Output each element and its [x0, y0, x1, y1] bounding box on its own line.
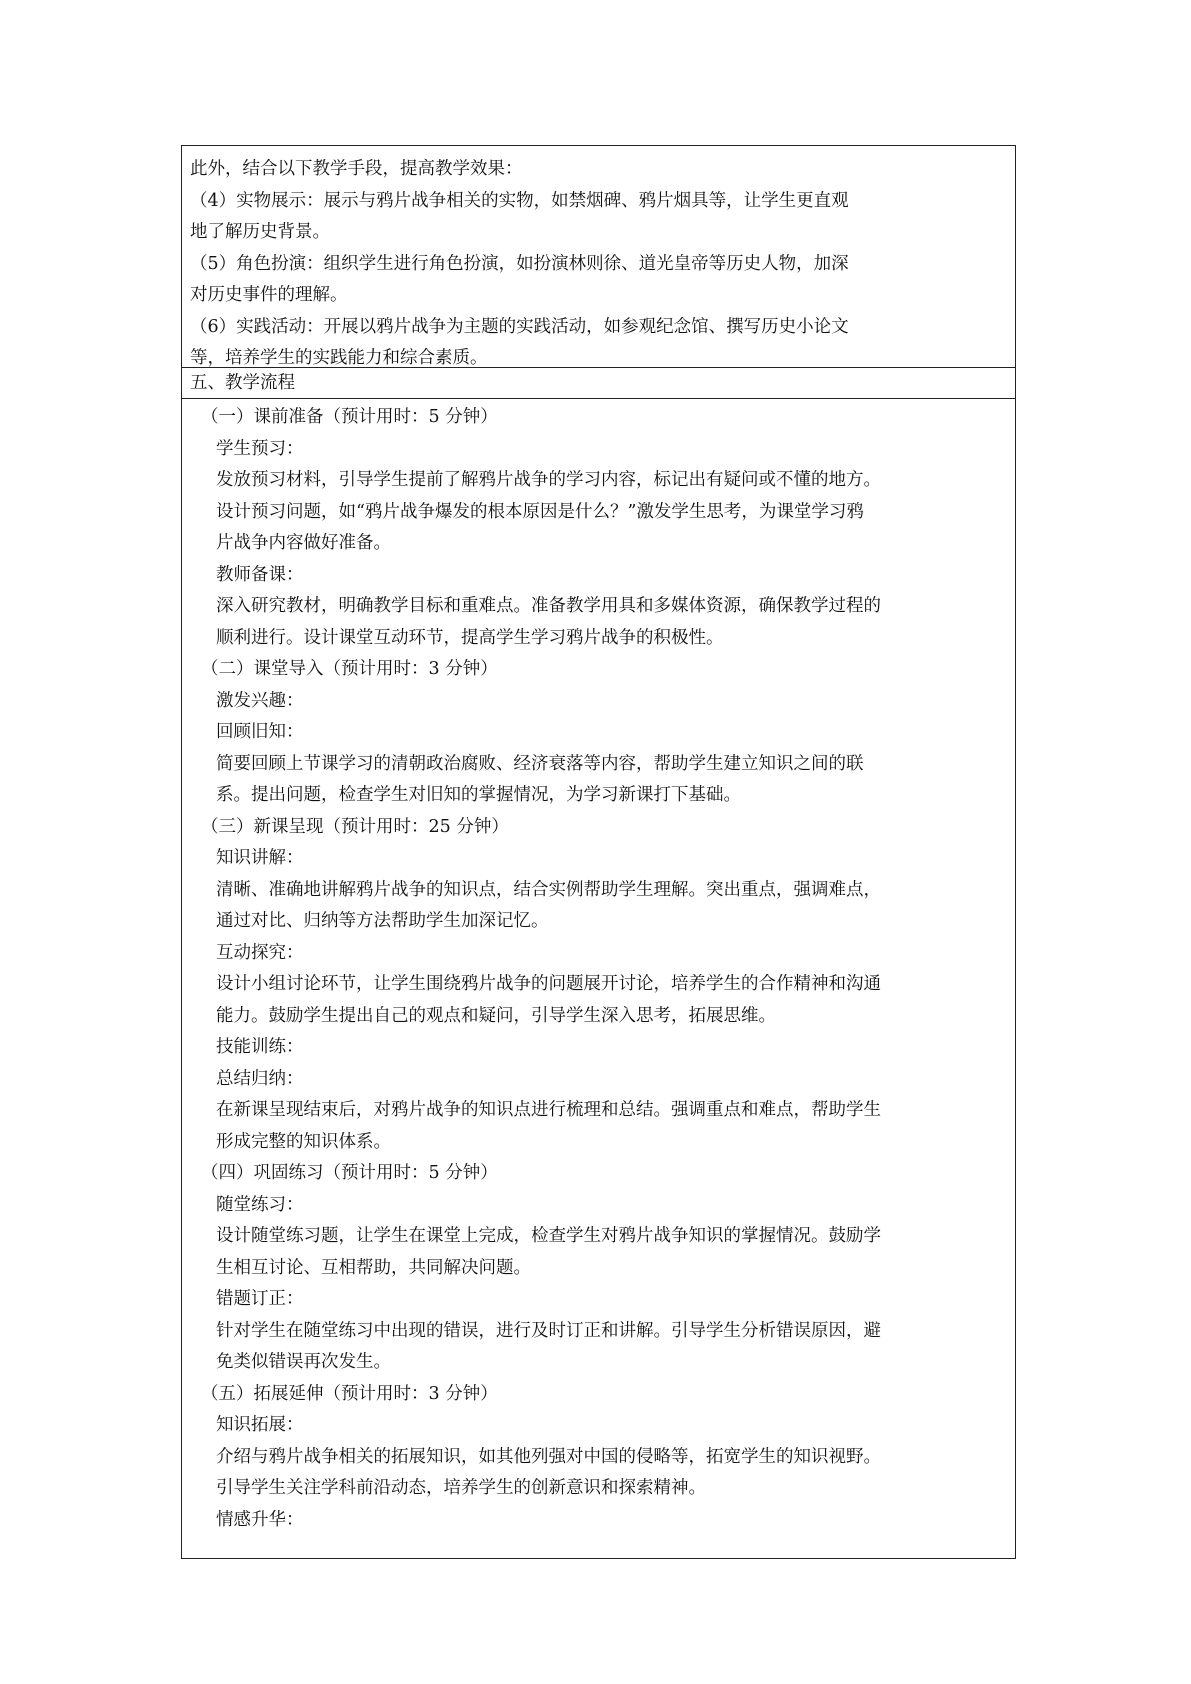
subsection-heading: （一）课前准备（预计用时：5 分钟） — [201, 407, 498, 427]
subsection-heading: （四）巩固练习（预计用时：5 分钟） — [201, 1163, 498, 1183]
paragraph-line: 免类似错误再次发生。 — [216, 1352, 391, 1372]
paragraph-line: 地了解历史背景。 — [190, 222, 330, 242]
paragraph-line: 针对学生在随堂练习中出现的错误，进行及时订正和讲解。引导学生分析错误原因，避 — [216, 1320, 881, 1341]
paragraph-line: 设计预习问题，如“鸦片战争爆发的根本原因是什么？”激发学生思考，为课堂学习鸦 — [216, 501, 864, 522]
item-label: 错题订正： — [216, 1289, 304, 1309]
paragraph-line: （5）角色扮演：组织学生进行角色扮演，如扮演林则徐、道光皇帝等历史人物，加深 — [190, 253, 849, 274]
item-label: 技能训练： — [216, 1037, 304, 1057]
paragraph-line: 等，培养学生的实践能力和综合素质。 — [190, 348, 488, 368]
paragraph-line: 顺利进行。设计课堂互动环节，提高学生学习鸦片战争的积极性。 — [216, 627, 724, 648]
paragraph-line: 对历史事件的理解。 — [190, 285, 348, 305]
item-label: 总结归纳： — [216, 1068, 304, 1089]
paragraph-line: 介绍与鸦片战争相关的拓展知识，如其他列强对中国的侵略等，拓宽学生的知识视野。 — [216, 1446, 881, 1467]
paragraph-line: 形成完整的知识体系。 — [216, 1131, 391, 1152]
paragraph-line: 此外，结合以下教学手段，提高教学效果： — [190, 159, 523, 179]
item-label: 教师备课： — [216, 564, 304, 585]
paragraph-line: 清晰、准确地讲解鸦片战争的知识点，结合实例帮助学生理解。突出重点，强调难点， — [216, 879, 881, 900]
item-label: 回顾旧知： — [216, 722, 304, 742]
paragraph-line: 通过对比、归纳等方法帮助学生加深记忆。 — [216, 911, 549, 931]
teaching-process-cell — [182, 399, 1015, 1558]
paragraph-line: 简要回顾上节课学习的清朝政治腐败、经济衰落等内容，帮助学生建立知识之间的联 — [216, 753, 864, 774]
paragraph-line: （6）实践活动：开展以鸦片战争为主题的实践活动，如参观纪念馆、撰写历史小论文 — [190, 316, 849, 337]
subsection-heading: （二）课堂导入（预计用时：3 分钟） — [201, 659, 498, 679]
paragraph-line: 在新课呈现结束后，对鸦片战争的知识点进行梳理和总结。强调重点和难点，帮助学生 — [216, 1100, 881, 1120]
section-title: 五、教学流程 — [190, 373, 295, 393]
paragraph-line: （4）实物展示：展示与鸦片战争相关的实物，如禁烟碑、鸦片烟具等，让学生更直观 — [190, 190, 849, 211]
item-label: 知识拓展： — [216, 1415, 304, 1435]
item-label: 互动探究： — [216, 942, 304, 963]
paragraph-line: 系。提出问题，检查学生对旧知的掌握情况，为学习新课打下基础。 — [216, 785, 741, 805]
paragraph-line: 设计小组讨论环节，让学生围绕鸦片战争的问题展开讨论，培养学生的合作精神和沟通 — [216, 974, 881, 994]
paragraph-line: 生相互讨论、互相帮助，共同解决问题。 — [216, 1257, 531, 1278]
item-label: 随堂练习： — [216, 1194, 304, 1215]
item-label: 学生预习： — [216, 438, 304, 459]
item-label: 激发兴趣： — [216, 690, 304, 711]
paragraph-line: 能力。鼓励学生提出自己的观点和疑问，引导学生深入思考，拓展思维。 — [216, 1005, 776, 1026]
lesson-plan-table — [181, 145, 1016, 1559]
paragraph-line: 深入研究教材，明确教学目标和重难点。准备教学用具和多媒体资源，确保教学过程的 — [216, 596, 881, 616]
paragraph-line: 片战争内容做好准备。 — [216, 533, 391, 553]
item-label: 知识讲解： — [216, 848, 304, 868]
paragraph-line: 发放预习材料，引导学生提前了解鸦片战争的学习内容，标记出有疑问或不懂的地方。 — [216, 470, 881, 490]
subsection-heading: （五）拓展延伸（预计用时：3 分钟） — [201, 1383, 498, 1404]
subsection-heading: （三）新课呈现（预计用时：25 分钟） — [201, 816, 509, 837]
teaching-methods-cell — [182, 146, 1015, 367]
paragraph-line: 设计随堂练习题，让学生在课堂上完成，检查学生对鸦片战争知识的掌握情况。鼓励学 — [216, 1226, 881, 1246]
paragraph-line: 引导学生关注学科前沿动态，培养学生的创新意识和探索精神。 — [216, 1478, 706, 1498]
item-label: 情感升华： — [216, 1509, 304, 1530]
